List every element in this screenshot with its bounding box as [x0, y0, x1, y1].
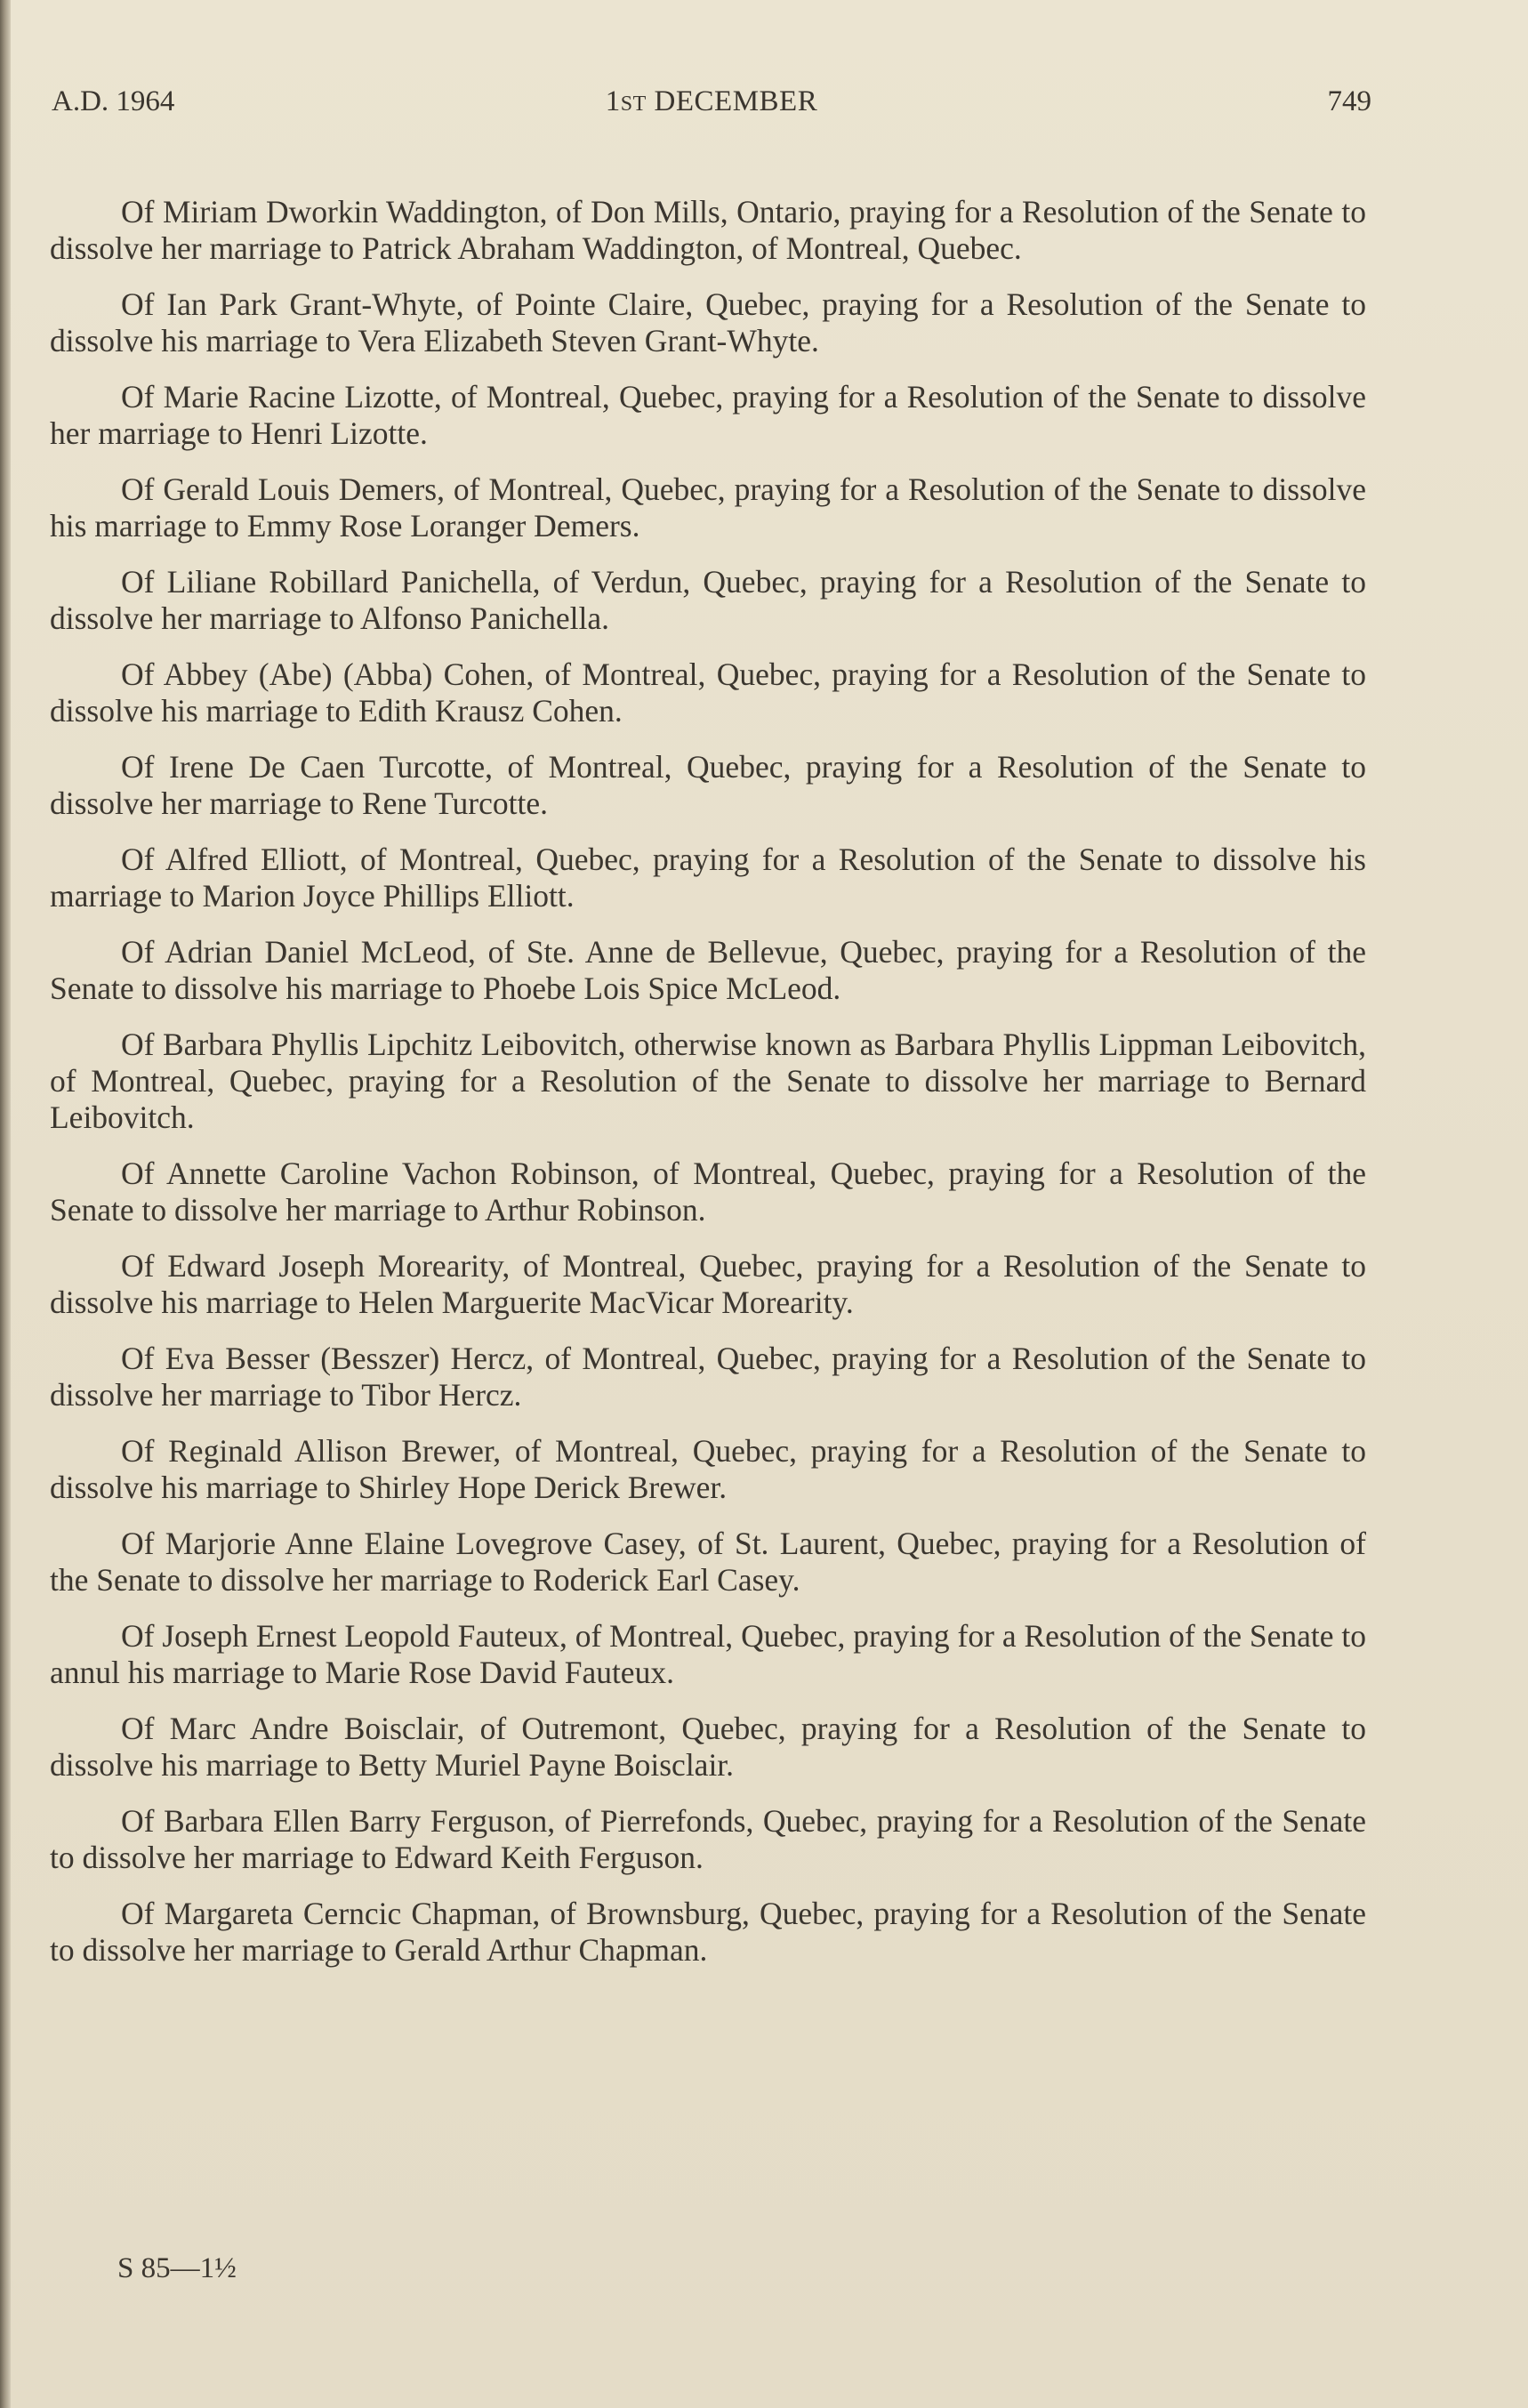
- petition-list: [50, 194, 1366, 1988]
- petition-entry: Of Liliane Robillard Panichella, of Verdun, Quebec, praying for a Resolution of the Senate to dissolve her marriage to Alfonso Panichella.: [50, 564, 1366, 636]
- page-binding-edge: [0, 0, 11, 2408]
- petition-entry: Of Reginald Allison Brewer, of Montreal, Quebec, praying for a Resolution of the Senate to dissolve his marriage to Shirley Hope Derick Brewer.: [50, 1433, 1366, 1505]
- petition-entry: Of Barbara Ellen Barry Ferguson, of Pierrefonds, Quebec, praying for a Resolution of the Senate to dissolve her marriage to Edward Keith Ferguson.: [50, 1803, 1366, 1875]
- petition-entry: Of Joseph Ernest Leopold Fauteux, of Montreal, Quebec, praying for a Resolution of the Senate to annul his marriage to Marie Rose David Fauteux.: [50, 1618, 1366, 1690]
- header-date-month: DECEMBER: [646, 85, 818, 117]
- header-year: A.D. 1964: [52, 85, 175, 117]
- petition-entry: Of Margareta Cerncic Chapman, of Brownsburg, Quebec, praying for a Resolution of the Senate to dissolve her marriage to Gerald Arthur Chapman.: [50, 1896, 1366, 1968]
- petition-entry: Of Abbey (Abe) (Abba) Cohen, of Montreal, Quebec, praying for a Resolution of the Senate to dissolve his marriage to Edith Krausz Cohen.: [50, 656, 1366, 729]
- petition-entry: Of Irene De Caen Turcotte, of Montreal, Quebec, praying for a Resolution of the Senate to dissolve her marriage to Rene Turcotte.: [50, 749, 1366, 821]
- page-number: 749: [1327, 85, 1371, 117]
- petition-entry: Of Eva Besser (Besszer) Hercz, of Montreal, Quebec, praying for a Resolution of the Senate to dissolve her marriage to Tibor Hercz.: [50, 1341, 1366, 1413]
- printer-signature-mark: S 85—1½: [117, 2252, 237, 2284]
- petition-entry: Of Marie Racine Lizotte, of Montreal, Quebec, praying for a Resolution of the Senate to dissolve her marriage to Henri Lizotte.: [50, 379, 1366, 451]
- petition-entry: Of Alfred Elliott, of Montreal, Quebec, praying for a Resolution of the Senate to dissolve his marriage to Marion Joyce Phillips Elliott.: [50, 842, 1366, 914]
- header-date-day: 1: [605, 85, 621, 117]
- petition-entry: Of Marc Andre Boisclair, of Outremont, Quebec, praying for a Resolution of the Senate to dissolve his marriage to Betty Muriel Payne Boisclair.: [50, 1711, 1366, 1783]
- petition-entry: Of Ian Park Grant-Whyte, of Pointe Claire, Quebec, praying for a Resolution of the Senate to dissolve his marriage to Vera Elizabeth Steven Grant-Whyte.: [50, 286, 1366, 358]
- petition-entry: Of Annette Caroline Vachon Robinson, of Montreal, Quebec, praying for a Resolution of the Senate to dissolve her marriage to Arthur Robinson.: [50, 1156, 1366, 1228]
- petition-entry: Of Adrian Daniel McLeod, of Ste. Anne de Bellevue, Quebec, praying for a Resolution of the Senate to dissolve his marriage to Phoebe Lois Spice McLeod.: [50, 934, 1366, 1006]
- petition-entry: Of Barbara Phyllis Lipchitz Leibovitch, otherwise known as Barbara Phyllis Lippman Leibovitch, of Montreal, Quebec, praying for a Resolution of the Senate to dissolve her marriage to Bernard Leibovitch.: [50, 1027, 1366, 1135]
- petition-entry: Of Marjorie Anne Elaine Lovegrove Casey, of St. Laurent, Quebec, praying for a Resolution of the Senate to dissolve her marriage to Roderick Earl Casey.: [50, 1526, 1366, 1598]
- header-date-ordinal: ST: [620, 93, 647, 116]
- header-date: [52, 85, 1371, 118]
- petition-entry: Of Miriam Dworkin Waddington, of Don Mills, Ontario, praying for a Resolution of the Senate to dissolve her marriage to Patrick Abraham Waddington, of Montreal, Quebec.: [50, 194, 1366, 266]
- running-header: [52, 85, 1371, 130]
- petition-entry: Of Edward Joseph Morearity, of Montreal, Quebec, praying for a Resolution of the Senate to dissolve his marriage to Helen Marguerite MacVicar Morearity.: [50, 1248, 1366, 1320]
- petition-entry: Of Gerald Louis Demers, of Montreal, Quebec, praying for a Resolution of the Senate to dissolve his marriage to Emmy Rose Loranger Demers.: [50, 471, 1366, 544]
